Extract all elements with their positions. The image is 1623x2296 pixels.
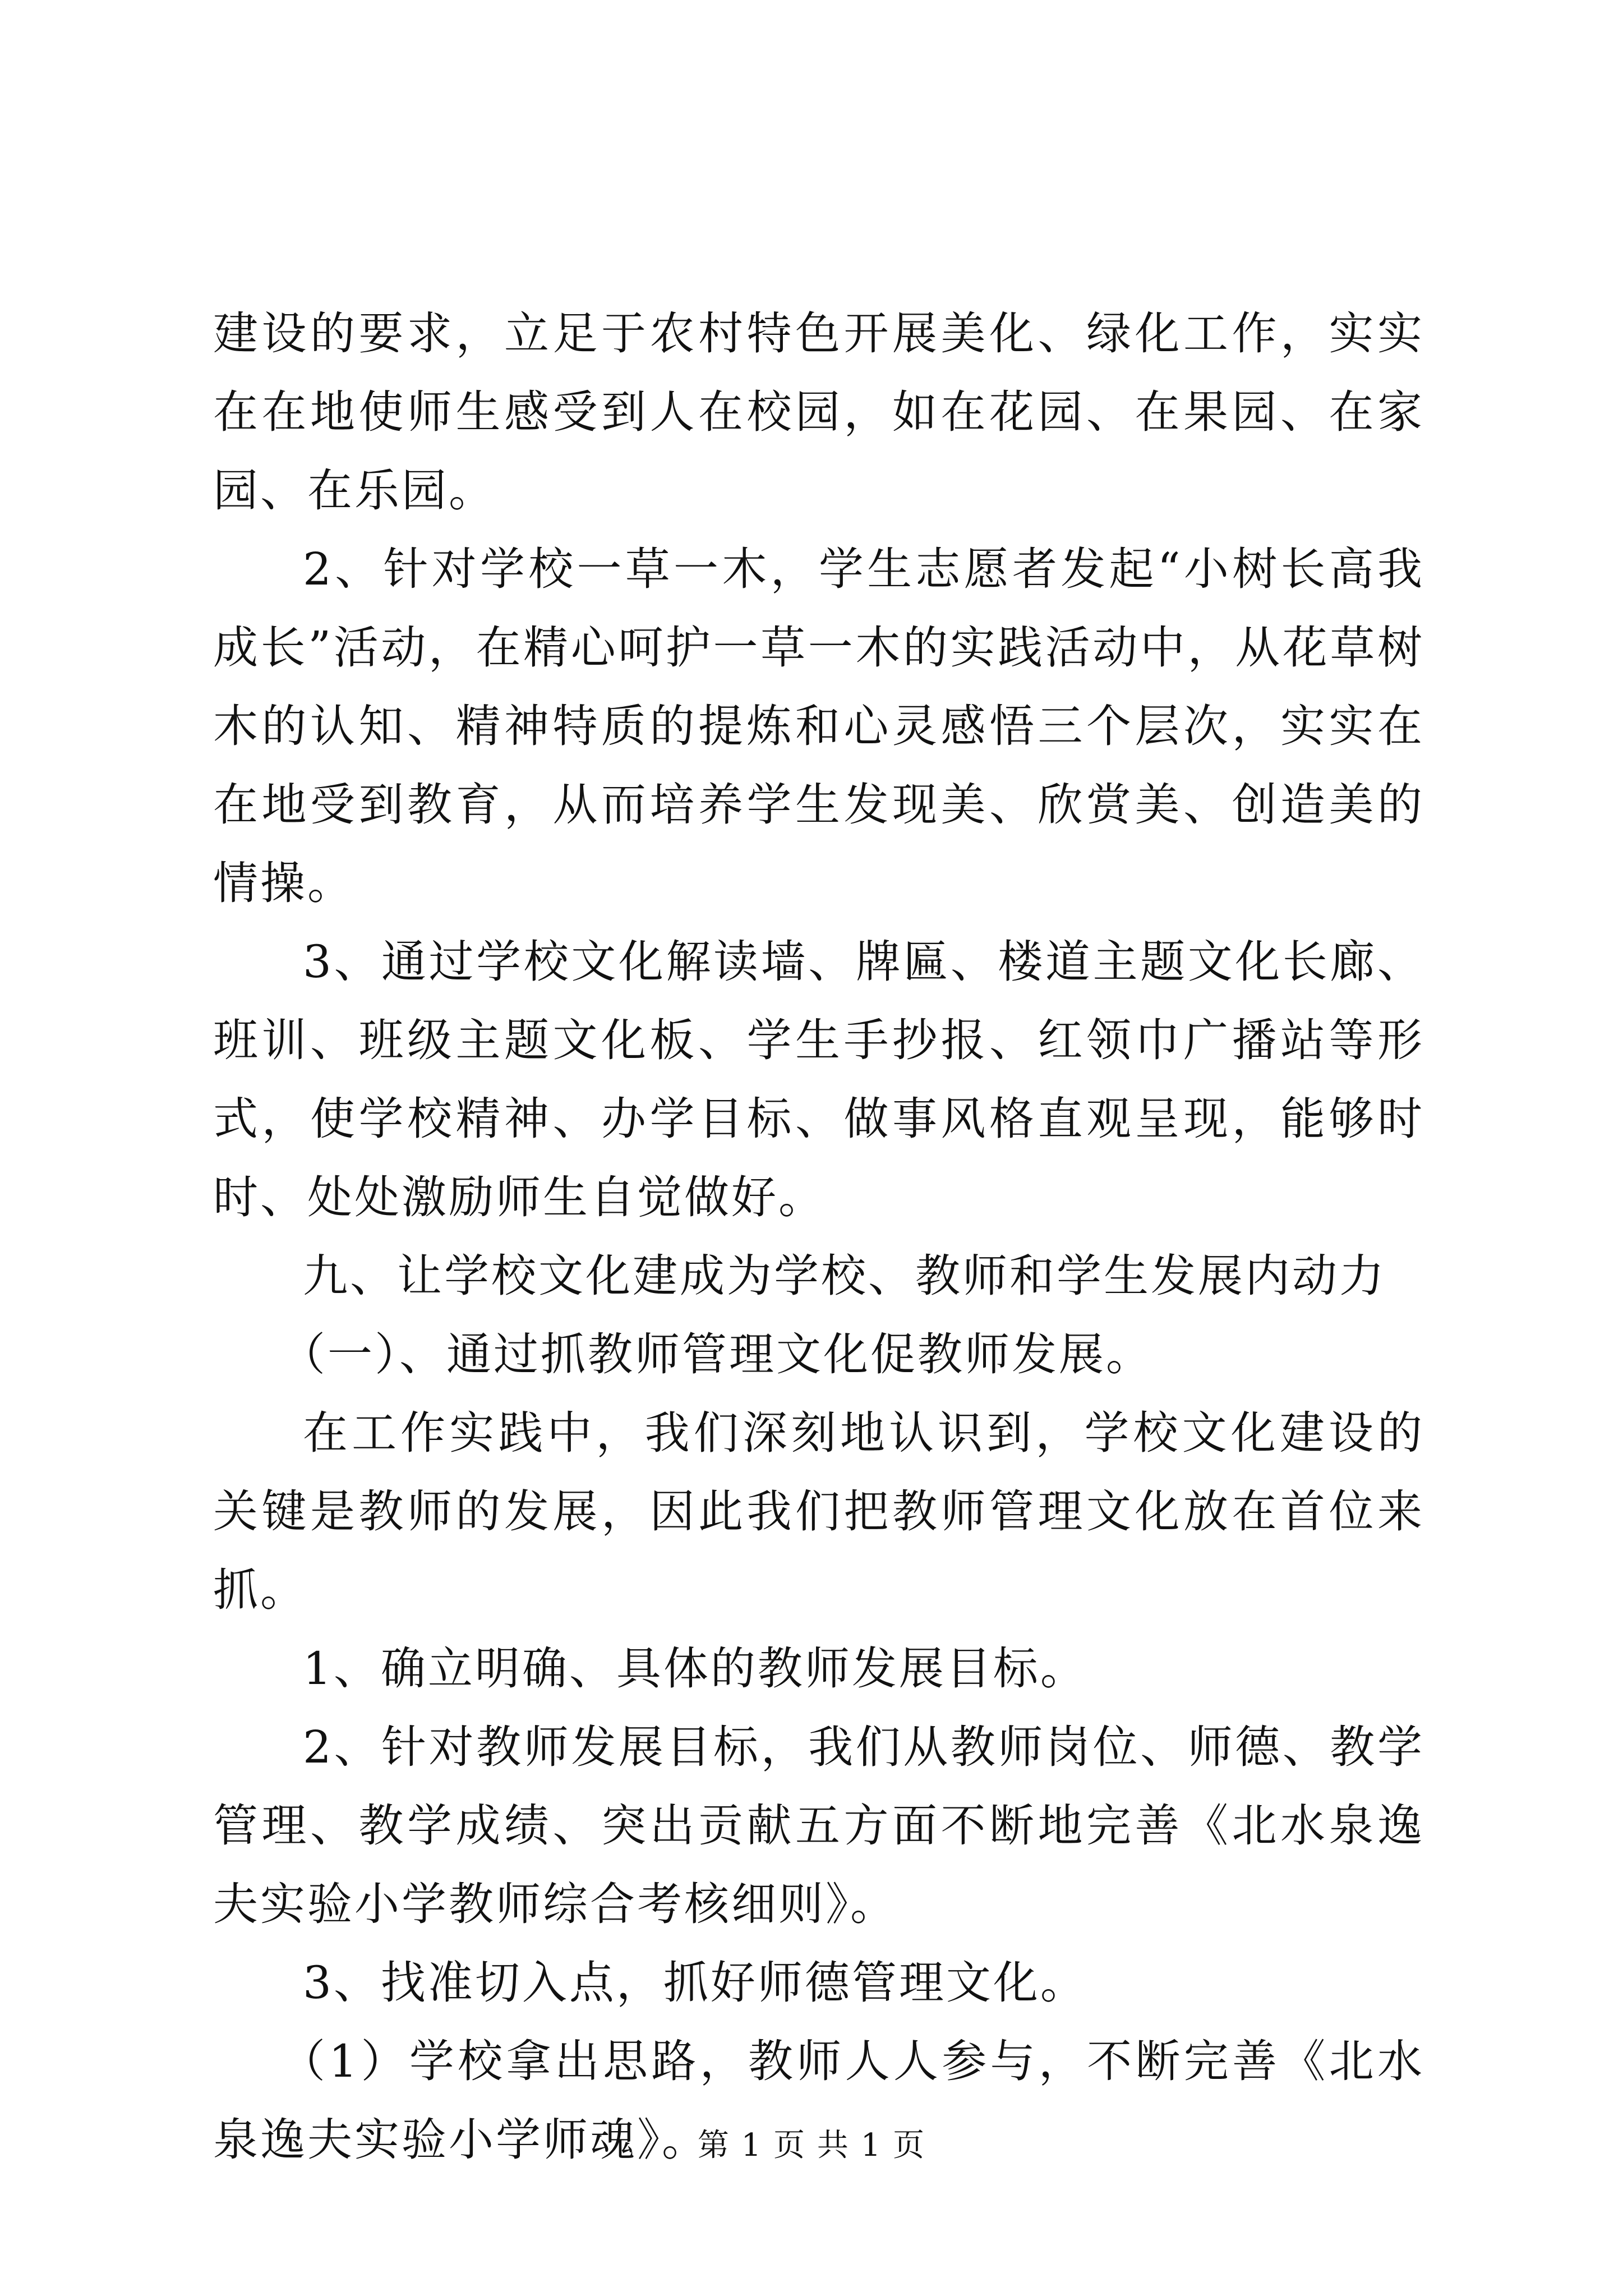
paragraph-item-2-activity: 2、针对学校一草一木，学生志愿者发起“小树长高我成长”活动，在精心呵护一草一木的实践活动中，从花草树木的认知、精神特质的提炼和心灵感悟三个层次，实实在在地受到教育，从而培养学生发现美、欣赏美、创造美的情操。 — [213, 543, 1424, 909]
document-body — [213, 295, 1424, 2179]
paragraph-item-3-ethics: 3、找准切入点，抓好师德管理文化。 — [303, 1957, 1087, 2009]
paragraph-sub-item-1: （1）学校拿出思路，教师人人参与，不断完善《北水泉逸夫实验小学师魂》。 — [213, 2035, 1424, 2166]
page-number-footer: 第 1 页 共 1 页 — [697, 2127, 926, 2164]
paragraph-continuation: 建设的要求，立足于农村特色开展美化、绿化工作，实实在在地使师生感受到人在校园，如在花园、在果园、在家园、在乐园。 — [213, 307, 1424, 517]
paragraph-item-3-culture-display: 3、通过学校文化解读墙、牌匾、楼道主题文化长廊、班训、班级主题文化板、学生手抄报、红领巾广播站等形式，使学校精神、办学目标、做事风格直观呈现，能够时时、处处激励师生自觉做好。 — [213, 936, 1424, 1223]
subsection-heading-one: （一）、通过抓教师管理文化促教师发展。 — [280, 1328, 1153, 1381]
paragraph-item-1-goals: 1、确立明确、具体的教师发展目标。 — [303, 1642, 1087, 1695]
section-heading-nine: 九、让学校文化建成为学校、教师和学生发展内动力 — [303, 1250, 1386, 1302]
paragraph-item-2-assessment: 2、针对教师发展目标，我们从教师岗位、师德、教学管理、教学成绩、突出贡献五方面不断地完善《北水泉逸夫实验小学教师综合考核细则》。 — [213, 1721, 1424, 1930]
paragraph-work-practice: 在工作实践中，我们深刻地认识到，学校文化建设的关键是教师的发展，因此我们把教师管理文化放在首位来抓。 — [213, 1407, 1424, 1616]
